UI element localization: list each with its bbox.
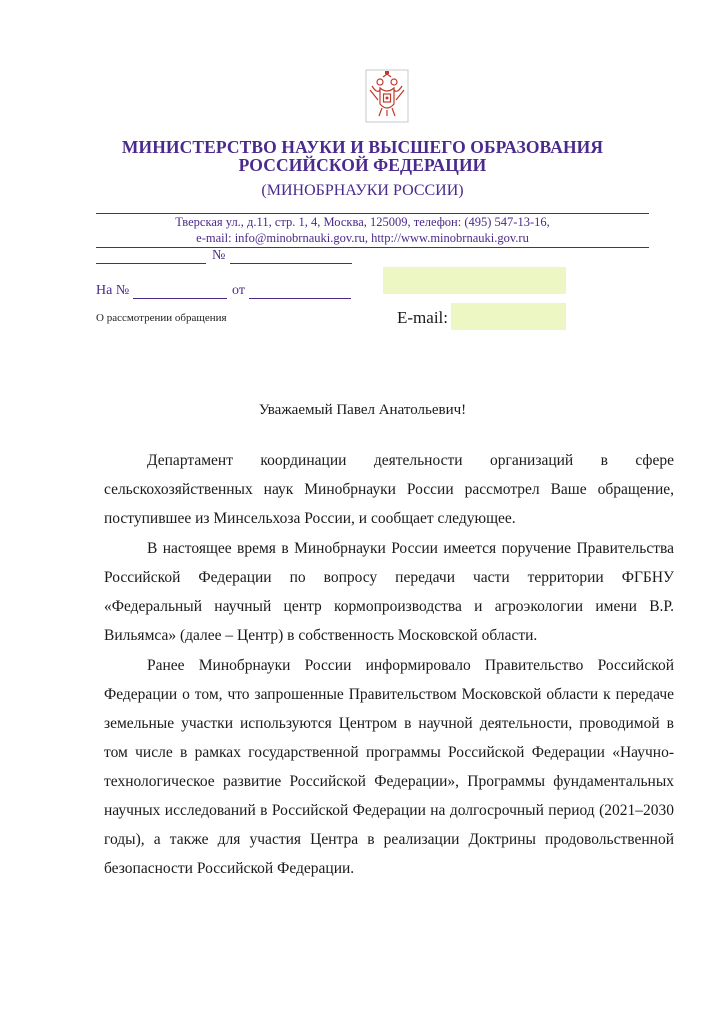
reg-number-sign: № — [212, 248, 226, 263]
reg-number-blank — [230, 263, 352, 264]
ministry-name-line2: РОССИЙСКОЙ ФЕДЕРАЦИИ — [238, 155, 487, 175]
ot-label: от — [232, 283, 245, 298]
paragraph-1: Департамент координации деятельности организаций в сфере сельскохозяйственных наук Минобрнауки России рассмотрел Ваше обращение, поступившее из Минсельхоза России, и сообщает следующее. — [104, 452, 674, 527]
subject-line: О рассмотрении обращения — [96, 312, 227, 324]
na-number-blank — [133, 298, 227, 299]
paragraph-3: Ранее Минобрнауки России информировало Правительство Российской Федерации о том, что запрошенные Правительством Московской области к передаче земельные участки используются Центром в научной деятельности, проводимой в том числе в рамках государственной программы Российской Федерации «Научно-технологическое развитие Российской Федерации», Программы фундаментальных научных исследований в Российской Федерации на долгосрочный период (2021–2030 годы), а также для участия Центра в реализации Доктрины продовольственной безопасности Российской Федерации. — [104, 657, 674, 877]
email-label: E-mail: — [397, 308, 448, 327]
reg-date-blank — [96, 263, 206, 264]
russian-coat-of-arms-icon — [360, 66, 414, 126]
redacted-email — [451, 303, 566, 330]
ot-date-blank — [249, 298, 351, 299]
ministry-short-name: (МИНОБРНАУКИ РОССИИ) — [261, 182, 464, 199]
address-line2: e-mail: info@minobrnauki.gov.ru, http://www.minobrnauki.gov.ru — [196, 231, 529, 245]
paragraph-2: В настоящее время в Минобрнауки России имеется поручение Правительства Российской Федерации по вопросу передачи части территории ФГБНУ «Федеральный научный центр кормопроизводства и агроэкологии имени В.Р. Вильямса» (далее – Центр) в собственность Московской области. — [104, 540, 674, 644]
greeting: Уважаемый Павел Анатольевич! — [258, 402, 467, 418]
ministry-name-line1: МИНИСТЕРСТВО НАУКИ И ВЫСШЕГО ОБРАЗОВАНИЯ — [121, 137, 604, 157]
redacted-recipient — [383, 267, 566, 294]
header-rule-bottom — [96, 247, 649, 248]
header-rule-top — [96, 213, 649, 214]
letter-body — [104, 446, 674, 883]
address-line1: Тверская ул., д.11, стр. 1, 4, Москва, 125009, телефон: (495) 547-13-16, — [175, 215, 550, 229]
na-number-label: На № — [96, 283, 130, 298]
